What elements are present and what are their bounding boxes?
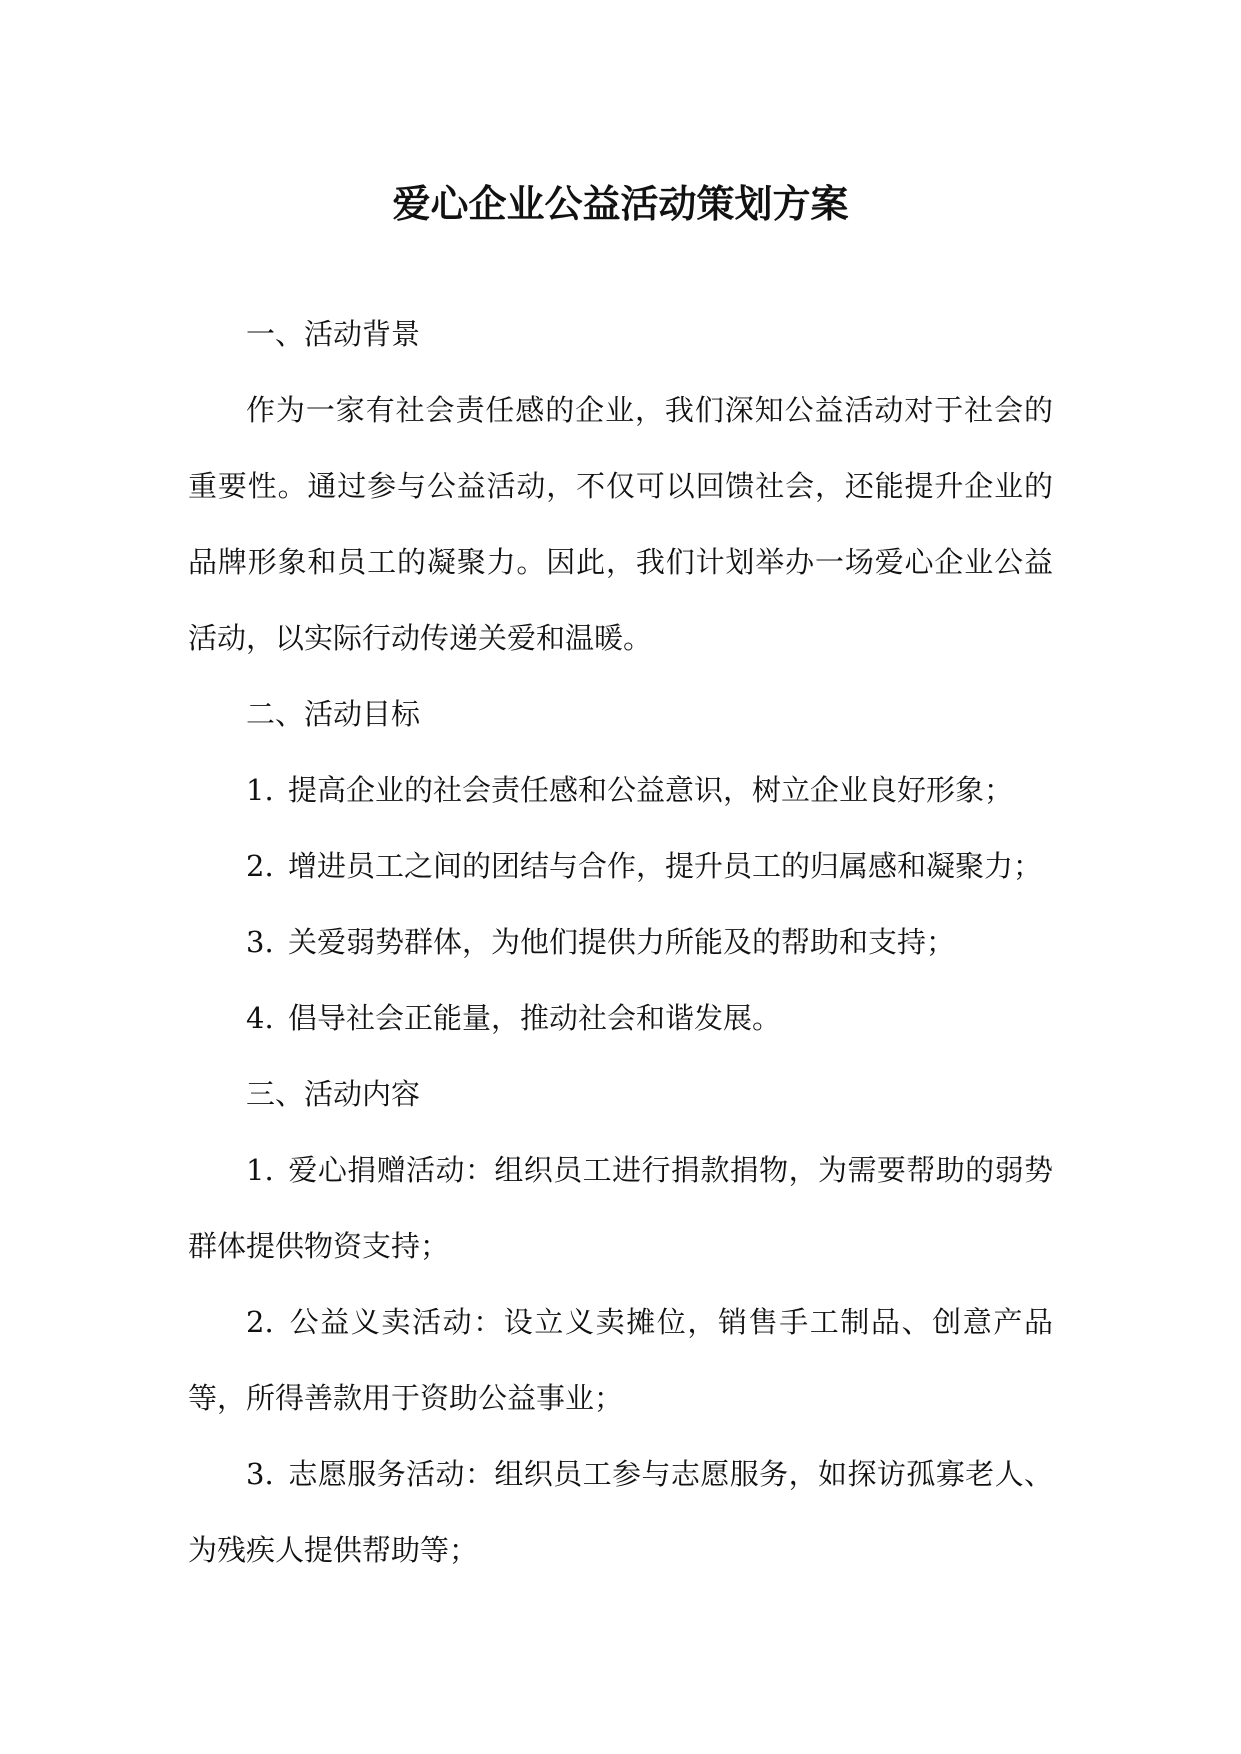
list-item	[188, 980, 1053, 1056]
section-heading-goals	[188, 676, 1053, 752]
list-item-number: 4.	[246, 1001, 274, 1035]
list-item-text: 增进员工之间的团结与合作，提升员工的归属感和凝聚力；	[288, 849, 1043, 883]
paragraph-text: 一、活动背景	[246, 317, 421, 351]
list-item-number: 1.	[246, 1153, 274, 1187]
document-title: 爱心企业公益活动策划方案	[392, 181, 849, 226]
list-item	[188, 1132, 1053, 1284]
list-item-text: 提高企业的社会责任感和公益意识，树立企业良好形象；	[288, 773, 1014, 807]
list-item	[188, 904, 1053, 980]
section-heading-content	[188, 1056, 1053, 1132]
paragraph-text: 作为一家有社会责任感的企业，我们深知公益活动对于社会的重要性。通过参与公益活动，不仅可以回馈社会，还能提升企业的品牌形象和员工的凝聚力。因此，我们计划举办一场爱心企业公益活动，以实际行动传递关爱和温暖。	[188, 393, 1053, 655]
list-item-number: 2.	[246, 1305, 274, 1339]
list-item-number: 3.	[246, 925, 274, 959]
list-item-number: 2.	[246, 849, 274, 883]
list-item-text: 爱心捐赠活动：组织员工进行捐款捐物，为需要帮助的弱势群体提供物资支持；	[188, 1153, 1053, 1263]
list-item-text: 志愿服务活动：组织员工参与志愿服务，如探访孤寡老人、为残疾人提供帮助等；	[188, 1457, 1053, 1567]
paragraph-text: 二、活动目标	[246, 697, 421, 731]
paragraph-text: 三、活动内容	[246, 1077, 421, 1111]
list-item-text: 关爱弱势群体，为他们提供力所能及的帮助和支持；	[288, 925, 956, 959]
list-item	[188, 1436, 1053, 1588]
list-item	[188, 752, 1053, 828]
list-item-text: 倡导社会正能量，推动社会和谐发展。	[288, 1001, 782, 1035]
list-item-text: 公益义卖活动：设立义卖摊位，销售手工制品、创意产品等，所得善款用于资助公益事业；	[188, 1305, 1053, 1415]
section-heading-background	[188, 296, 1053, 372]
document-body	[188, 296, 1053, 1588]
paragraph-background	[188, 372, 1053, 676]
list-item	[188, 828, 1053, 904]
list-item-number: 3.	[246, 1457, 274, 1491]
list-item-number: 1.	[246, 773, 274, 807]
list-item	[188, 1284, 1053, 1436]
